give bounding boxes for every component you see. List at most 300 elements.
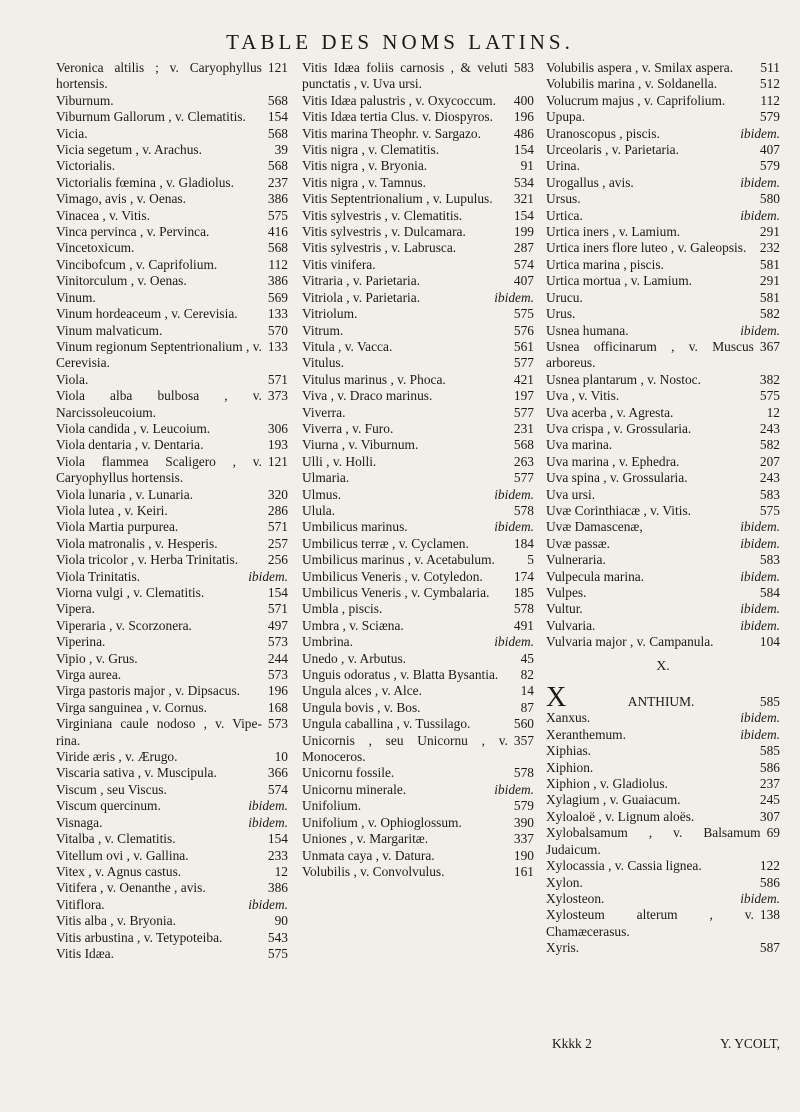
index-entry <box>302 421 534 437</box>
entry-term: Vitis alba , v. Bryonia. <box>56 913 176 929</box>
index-entry <box>302 93 534 109</box>
index-entry <box>56 569 288 585</box>
index-entry <box>302 142 534 158</box>
entry-page-number: 579 <box>759 109 780 125</box>
entry-term: Usnea humana. <box>546 322 629 338</box>
index-entry <box>546 618 780 634</box>
index-entry <box>546 437 780 453</box>
entry-term: Veronica altilis ; v. Caryophyllus hortensis. <box>56 60 262 92</box>
entry-page-number: ibidem. <box>740 890 780 906</box>
index-column-2 <box>302 60 534 880</box>
entry-page-number: 570 <box>267 322 288 338</box>
entry-page-number: 244 <box>267 650 288 666</box>
entry-page-number: 574 <box>267 781 288 797</box>
entry-term: Vulneraria. <box>546 552 606 568</box>
entry-term: Vitis nigra , v. Tamnus. <box>302 174 426 190</box>
index-entry <box>56 191 288 207</box>
entry-page-number: 582 <box>759 437 780 453</box>
index-entry <box>56 930 288 946</box>
entry-page-number: 586 <box>759 874 780 890</box>
entry-page-number: 321 <box>513 191 534 207</box>
index-entry <box>546 126 780 142</box>
entry-term: Viola tricolor , v. Herba Trinitatis. <box>56 552 239 568</box>
entry-page-number: 584 <box>759 585 780 600</box>
entry-term: Xylagium , v. Guaiacum. <box>546 792 681 808</box>
entry-term: ANTHIUM. <box>627 694 695 710</box>
entry-term: Vultur. <box>546 601 583 617</box>
entry-term: Viscum quercinum. <box>56 798 161 814</box>
entry-page-number: 583 <box>759 552 780 568</box>
entry-page-number: 575 <box>759 502 780 518</box>
index-entry <box>56 749 288 765</box>
entry-page-number: 571 <box>267 371 288 387</box>
entry-term: Viola lunaria , v. Lunaria. <box>56 486 194 502</box>
entry-page-number: 291 <box>759 273 780 289</box>
entry-term: Unicornu minerale. <box>302 781 407 797</box>
entry-term: Vinum malvaticum. <box>56 322 163 338</box>
index-entry <box>546 760 780 776</box>
entry-page-number: 575 <box>267 945 288 961</box>
entry-term: Vitalba , v. Clematitis. <box>56 831 176 847</box>
index-entry <box>302 700 534 716</box>
index-entry <box>302 454 534 470</box>
entry-page-number: 161 <box>513 863 534 879</box>
entry-term: Vitulus. <box>302 355 344 371</box>
entry-page-number: 577 <box>513 355 534 371</box>
entry-term: Urina. <box>546 158 580 174</box>
index-entry <box>56 487 288 503</box>
entry-page-number: 568 <box>267 240 288 256</box>
entry-term: Vitis vinifera. <box>302 256 376 272</box>
entry-page-number: 185 <box>513 585 534 600</box>
index-entry <box>56 306 288 322</box>
entry-term: Viola. <box>56 371 89 387</box>
entry-page-number: 112 <box>760 92 780 108</box>
entry-page-number: 193 <box>267 437 288 453</box>
index-entry <box>302 634 534 650</box>
index-entry <box>56 651 288 667</box>
entry-term: Vitis sylvestris , v. Dulcamara. <box>302 224 466 240</box>
entry-page-number: ibidem. <box>494 519 534 535</box>
entry-term: Viverra. <box>302 404 346 420</box>
entry-page-number: 366 <box>267 765 288 781</box>
index-entry <box>546 519 780 535</box>
entry-term: Uvæ Damascenæ, <box>546 519 643 535</box>
entry-term: Vitiflora. <box>56 896 105 912</box>
entry-term: Unicornu fossile. <box>302 765 395 781</box>
index-column-1 <box>56 60 288 962</box>
index-entry <box>546 273 780 289</box>
index-entry <box>302 716 534 732</box>
index-entry <box>302 158 534 174</box>
entry-page-number: 174 <box>513 568 534 584</box>
entry-term: Vipera. <box>56 601 95 617</box>
entry-page-number: 367 <box>759 338 780 354</box>
page-header: TABLE DES NOMS LATINS. <box>226 30 574 54</box>
entry-term: Ulmaria. <box>302 470 350 486</box>
entry-page-number: 582 <box>759 306 780 322</box>
index-entry <box>56 109 288 125</box>
entry-page-number: 497 <box>267 617 288 633</box>
entry-term: Vincetoxicum. <box>56 240 135 256</box>
entry-term: Volubilis , v. Convolvulus. <box>302 863 445 879</box>
entry-page-number: 587 <box>759 940 780 956</box>
entry-term: Viola Martia purpurea. <box>56 519 179 535</box>
entry-page-number: 197 <box>513 388 534 404</box>
index-entry <box>56 372 288 388</box>
index-entry <box>56 388 288 421</box>
entry-term: Vinum. <box>56 289 96 305</box>
entry-page-number: 90 <box>274 913 288 929</box>
index-entry <box>546 503 780 519</box>
entry-term: Vipio , v. Grus. <box>56 650 138 666</box>
entry-page-number: 583 <box>513 60 534 75</box>
index-entry <box>302 175 534 191</box>
index-entry <box>546 601 780 617</box>
entry-term: Xiphion , v. Gladiolus. <box>546 776 668 792</box>
index-entry <box>302 355 534 371</box>
entry-term: Vitulus marinus , v. Phoca. <box>302 371 446 387</box>
entry-page-number: ibidem. <box>494 289 534 305</box>
entry-page-number: 122 <box>759 858 780 874</box>
index-entry <box>56 815 288 831</box>
entry-page-number: 287 <box>513 240 534 256</box>
entry-term: Uva , v. Vitis. <box>546 388 620 404</box>
entry-page-number: 291 <box>759 224 780 240</box>
entry-page-number: 583 <box>759 486 780 502</box>
entry-term: Vicia. <box>56 125 88 141</box>
index-entry <box>302 339 534 355</box>
entry-page-number: 306 <box>267 420 288 436</box>
index-entry <box>546 487 780 503</box>
index-entry <box>302 437 534 453</box>
index-entry <box>546 891 780 907</box>
entry-term: Vulvaria major , v. Campanula. <box>546 634 714 650</box>
entry-page-number: 286 <box>267 502 288 518</box>
entry-term: Vincibofcum , v. Caprifolium. <box>56 256 218 272</box>
index-entry <box>56 175 288 191</box>
entry-page-number: 256 <box>267 552 288 568</box>
entry-term: Viscum , seu Viscus. <box>56 781 167 797</box>
entry-page-number: 382 <box>759 371 780 387</box>
entry-page-number: 571 <box>267 601 288 617</box>
entry-term: Vitex , v. Agnus castus. <box>56 863 182 879</box>
index-entry <box>56 519 288 535</box>
entry-term: Vicia segetum , v. Arachus. <box>56 142 202 158</box>
index-entry <box>546 60 780 76</box>
index-entry <box>56 208 288 224</box>
index-entry <box>546 710 780 726</box>
entry-page-number: 87 <box>520 699 534 715</box>
index-entry <box>546 372 780 388</box>
entry-page-number: 416 <box>267 224 288 240</box>
entry-page-number: ibidem. <box>248 568 288 584</box>
entry-page-number: 257 <box>267 535 288 551</box>
entry-term: Xylosteum alterum , v. Chamæcerasus. <box>546 907 754 939</box>
index-entry <box>302 733 534 766</box>
entry-page-number: 357 <box>513 732 534 748</box>
entry-page-number: 390 <box>513 814 534 830</box>
entry-page-number: 579 <box>759 158 780 174</box>
drop-cap-x: X <box>546 682 567 714</box>
entry-term: Vitriola , v. Parietaria. <box>302 289 421 305</box>
entry-term: Volubilis aspera , v. Smilax aspera. <box>546 60 734 75</box>
index-entry <box>546 875 780 891</box>
index-entry <box>302 372 534 388</box>
entry-page-number: 491 <box>513 617 534 633</box>
index-entry <box>546 776 780 792</box>
entry-term: Umbra , v. Sciæna. <box>302 617 404 633</box>
index-entry <box>302 273 534 289</box>
index-entry <box>302 536 534 552</box>
index-entry <box>546 727 780 743</box>
entry-page-number: 407 <box>759 142 780 158</box>
entry-page-number: 573 <box>267 667 288 683</box>
entry-term: Urogallus , avis. <box>546 174 634 190</box>
entry-page-number: 104 <box>759 634 780 650</box>
entry-page-number: 232 <box>759 240 780 256</box>
entry-term: Uva ursi. <box>546 486 596 502</box>
entry-term: Viperaria , v. Scorzonera. <box>56 617 192 633</box>
entry-term: Viola alba bulbosa , v. Narcissoleucoium. <box>56 388 262 420</box>
entry-page-number: 568 <box>513 437 534 453</box>
entry-page-number: 237 <box>759 776 780 792</box>
entry-page-number: 199 <box>513 224 534 240</box>
entry-page-number: 320 <box>267 486 288 502</box>
index-entry <box>302 60 534 93</box>
entry-term: Ursus. <box>546 191 581 207</box>
index-entry <box>56 913 288 929</box>
index-entry <box>56 716 288 749</box>
index-entry <box>56 831 288 847</box>
entry-term: Viburnum. <box>56 92 114 108</box>
entry-page-number: 580 <box>759 191 780 207</box>
entry-page-number: 543 <box>267 929 288 945</box>
index-entry <box>546 825 780 858</box>
entry-term: Viola dentaria , v. Dentaria. <box>56 437 204 453</box>
entry-term: Unedo , v. Arbutus. <box>302 650 407 666</box>
entry-page-number: 407 <box>513 273 534 289</box>
index-entry <box>56 437 288 453</box>
entry-page-number: 243 <box>759 420 780 436</box>
entry-term: Uva acerba , v. Agresta. <box>546 404 674 420</box>
entry-page-number: ibidem. <box>494 634 534 650</box>
entry-page-number: 386 <box>267 880 288 896</box>
entry-term: Vimago, avis , v. Oenas. <box>56 191 186 207</box>
entry-page-number: 574 <box>513 256 534 272</box>
index-entry <box>546 585 780 601</box>
index-entry <box>56 897 288 913</box>
entry-term: Urus. <box>546 306 576 322</box>
entry-page-number: 190 <box>513 847 534 863</box>
entry-term: Vitis Idæa foliis carnosis , & veluti punctatis , v. Uva ursi. <box>302 60 508 92</box>
entry-page-number: 585 <box>759 694 780 710</box>
entry-term: Uranoscopus , piscis. <box>546 125 660 141</box>
entry-term: Xyloaloë , v. Lignum aloës. <box>546 808 695 824</box>
entry-page-number: ibidem. <box>248 814 288 830</box>
entry-page-number: 578 <box>513 502 534 518</box>
entry-page-number: ibidem. <box>740 322 780 338</box>
signature-mark: Kkkk 2 <box>552 1036 592 1051</box>
entry-term: Xylosteon. <box>546 890 605 906</box>
entry-term: Volucrum majus , v. Caprifolium. <box>546 92 726 108</box>
entry-page-number: 511 <box>760 60 780 75</box>
entry-page-number: 386 <box>267 191 288 207</box>
entry-page-number: ibidem. <box>740 535 780 551</box>
entry-term: Xiphias. <box>546 743 592 759</box>
index-entry <box>56 700 288 716</box>
entry-page-number: 307 <box>759 808 780 824</box>
entry-term: Uva spina , v. Grossularia. <box>546 470 688 486</box>
index-entry <box>302 240 534 256</box>
entry-page-number: 569 <box>267 289 288 305</box>
entry-term: Usnea officinarum , v. Muscus arboreus. <box>546 338 754 371</box>
index-entry <box>546 323 780 339</box>
entry-page-number: 263 <box>513 453 534 469</box>
entry-term: Viurna , v. Viburnum. <box>302 437 419 453</box>
index-entry <box>302 257 534 273</box>
entry-page-number: 12 <box>274 863 288 879</box>
index-entry <box>302 569 534 585</box>
index-entry <box>302 306 534 322</box>
entry-term: Viola candida , v. Leucoium. <box>56 420 211 436</box>
entry-term: Umbilicus Veneris , v. Cymbalaria. <box>302 585 490 600</box>
index-entry <box>546 76 780 92</box>
entry-term: Visnaga. <box>56 814 103 830</box>
entry-term: Vinitorculum , v. Oenas. <box>56 273 187 289</box>
index-entry <box>302 831 534 847</box>
entry-page-number: 568 <box>267 125 288 141</box>
entry-term: Virga aurea. <box>56 667 122 683</box>
index-entry <box>546 290 780 306</box>
index-entry <box>56 339 288 372</box>
index-entry <box>56 798 288 814</box>
entry-term: Vulpecula marina. <box>546 568 645 584</box>
index-entry <box>56 290 288 306</box>
entry-term: Usnea plantarum , v. Nostoc. <box>546 371 701 387</box>
index-entry <box>56 782 288 798</box>
entry-page-number: ibidem. <box>248 896 288 912</box>
entry-term: Volubilis marina , v. Soldanella. <box>546 76 718 92</box>
entry-page-number: ibidem. <box>740 726 780 742</box>
entry-term: Xylobalsamum , v. Balsamum Judaicum. <box>546 825 761 857</box>
index-entry <box>302 765 534 781</box>
entry-page-number: 245 <box>759 792 780 808</box>
index-entry <box>546 809 780 825</box>
entry-term: Urtica iners flore luteo , v. Galeopsis. <box>546 240 747 256</box>
entry-term: Viscaria sativa , v. Muscipula. <box>56 765 217 781</box>
entry-page-number: 196 <box>267 683 288 699</box>
index-entry <box>546 175 780 191</box>
index-entry <box>302 651 534 667</box>
entry-page-number: 154 <box>267 585 288 600</box>
entry-term: Umbrina. <box>302 634 353 650</box>
index-entry <box>546 421 780 437</box>
entry-term: Uva crispa , v. Grossularia. <box>546 420 692 436</box>
entry-term: Umbla , piscis. <box>302 601 383 617</box>
entry-term: Uva marina , v. Ephedra. <box>546 453 680 469</box>
entry-page-number: 121 <box>267 453 288 469</box>
entry-term: Viva , v. Draco marinus. <box>302 388 433 404</box>
entry-page-number: ibidem. <box>740 207 780 223</box>
entry-page-number: 337 <box>513 831 534 847</box>
entry-page-number: ibidem. <box>740 125 780 141</box>
index-entry <box>546 191 780 207</box>
index-entry <box>546 682 780 714</box>
entry-page-number: 581 <box>759 289 780 305</box>
entry-page-number: 573 <box>267 634 288 650</box>
entry-term: Umbilicus marinus. <box>302 519 408 535</box>
entry-page-number: 386 <box>267 273 288 289</box>
index-entry <box>302 552 534 568</box>
entry-page-number: 571 <box>267 519 288 535</box>
index-entry <box>546 208 780 224</box>
index-entry <box>546 470 780 486</box>
index-entry <box>546 569 780 585</box>
entry-page-number: 586 <box>759 759 780 775</box>
index-entry <box>302 487 534 503</box>
index-column-3 <box>546 60 780 957</box>
index-entry <box>56 683 288 699</box>
entry-term: Viburnum Gallorum , v. Clematitis. <box>56 109 246 125</box>
entry-term: Vitis sylvestris , v. Clematitis. <box>302 207 463 223</box>
entry-term: Xeranthemum. <box>546 726 626 742</box>
entry-term: Vitula , v. Vacca. <box>302 338 393 354</box>
entry-page-number: 91 <box>520 158 534 174</box>
entry-term: Vitis Idæa palustris , v. Oxycoccum. <box>302 92 496 108</box>
entry-term: Unicornis , seu Unicornu , v. Monoceros. <box>302 732 508 765</box>
index-entry <box>302 601 534 617</box>
index-entry <box>56 421 288 437</box>
entry-page-number: 373 <box>267 388 288 404</box>
index-entry <box>546 454 780 470</box>
entry-page-number: ibidem. <box>740 601 780 617</box>
entry-page-number: 39 <box>274 142 288 158</box>
entry-term: Ulmus. <box>302 486 342 502</box>
index-entry <box>546 743 780 759</box>
entry-page-number: 573 <box>267 716 288 732</box>
entry-term: Unmata caya , v. Datura. <box>302 847 435 863</box>
index-entry <box>56 864 288 880</box>
entry-term: Uvæ passæ. <box>546 535 610 551</box>
entry-page-number: 400 <box>513 92 534 108</box>
entry-term: Xyris. <box>546 940 580 956</box>
index-entry <box>56 848 288 864</box>
entry-page-number: ibidem. <box>248 798 288 814</box>
entry-page-number: 568 <box>267 92 288 108</box>
entry-term: Vulvaria. <box>546 617 596 633</box>
entry-term: Ungula caballina , v. Tussilago. <box>302 716 471 732</box>
entry-page-number: 196 <box>513 109 534 125</box>
entry-term: Vitis Idæa tertia Clus. v. Diospyros. <box>302 109 493 125</box>
entry-page-number: ibidem. <box>740 568 780 584</box>
entry-page-number: 486 <box>513 125 534 141</box>
index-entry <box>302 519 534 535</box>
index-entry <box>56 585 288 601</box>
index-entry <box>56 946 288 962</box>
index-entry <box>56 667 288 683</box>
index-entry <box>56 257 288 273</box>
entry-page-number: 237 <box>267 174 288 190</box>
index-entry <box>56 601 288 617</box>
entry-page-number: 207 <box>759 453 780 469</box>
entry-term: Vitis Idæa. <box>56 945 114 961</box>
entry-page-number: 581 <box>759 256 780 272</box>
index-entry <box>56 454 288 487</box>
index-entry <box>302 782 534 798</box>
entry-term: Viola flammea Scaligero , v. Caryophyllus hortensis. <box>56 453 262 486</box>
entry-term: Vulpes. <box>546 585 587 600</box>
